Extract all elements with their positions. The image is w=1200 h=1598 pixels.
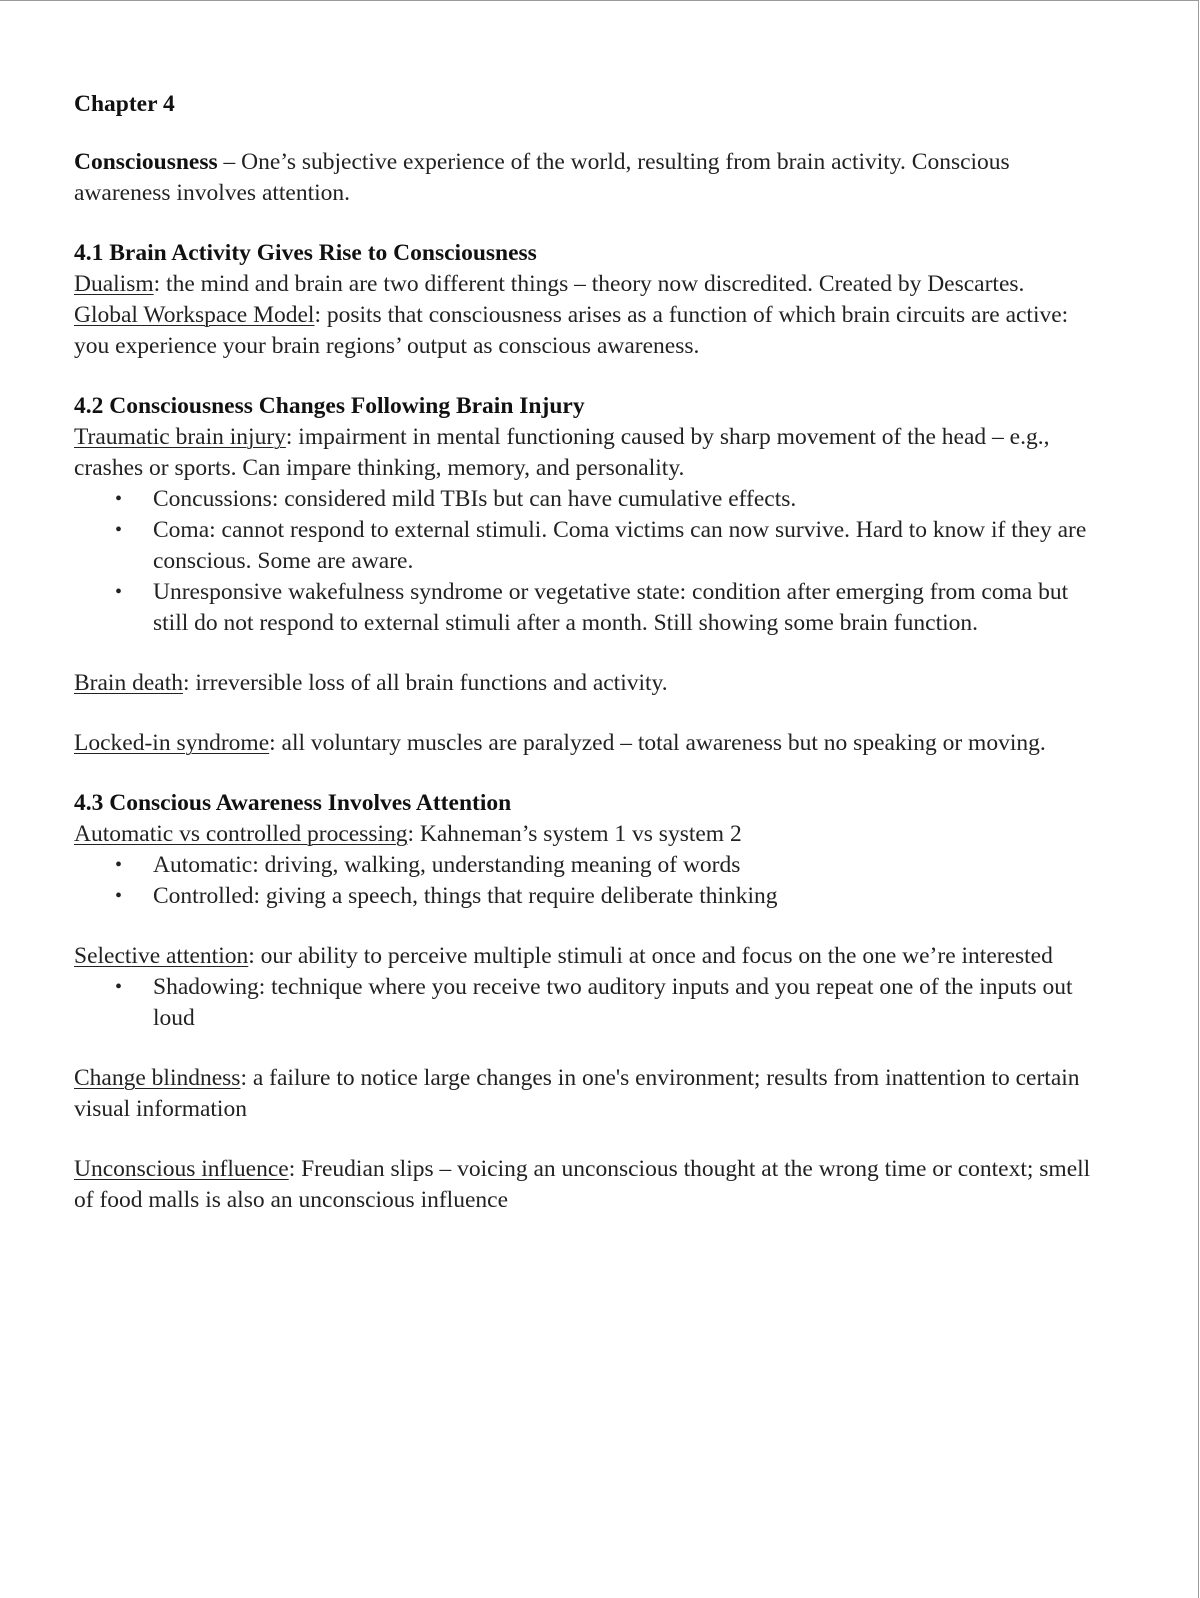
- list-item-text: Automatic: driving, walking, understanding meaning of words: [153, 852, 741, 878]
- tbi-bullet-list: [74, 484, 1094, 639]
- dualism-term: Dualism: [74, 271, 154, 297]
- document-body: [74, 89, 1094, 1216]
- dualism-paragraph: [74, 269, 1094, 300]
- list-item-text: Controlled: giving a speech, things that require deliberate thinking: [153, 883, 778, 909]
- gwm-text: : posits that consciousness arises as a function of which brain circuits are active: you experience your brain regions’ output as conscious awareness.: [74, 302, 1069, 359]
- list-item: [115, 484, 1094, 515]
- bullet-icon: •: [115, 581, 123, 603]
- section-4-2-heading: 4.2 Consciousness Changes Following Brain Injury: [74, 393, 585, 419]
- gwm-term: Global Workspace Model: [74, 302, 315, 328]
- bullet-icon: •: [115, 976, 123, 998]
- intro-term: Consciousness: [74, 149, 218, 175]
- selective-attention-text: : our ability to perceive multiple stimuli at once and focus on the one we’re interested: [248, 943, 1053, 969]
- tbi-text: : impairment in mental functioning caused by sharp movement of the head – e.g., crashes or sports. Can impare thinking, memory, and personality.: [74, 424, 1050, 481]
- chapter-title: Chapter 4: [74, 91, 175, 117]
- list-item: [115, 850, 1094, 881]
- processing-term: Automatic vs controlled processing: [74, 821, 408, 847]
- selective-attention-paragraph: [74, 941, 1094, 972]
- intro-text: – One’s subjective experience of the world, resulting from brain activity. Conscious awareness involves attention.: [74, 149, 1010, 206]
- gwm-paragraph: [74, 300, 1094, 362]
- change-blindness-term: Change blindness: [74, 1065, 241, 1091]
- unconscious-influence-text: : Freudian slips – voicing an unconscious thought at the wrong time or context; smell of food malls is also an unconscious influence: [74, 1156, 1091, 1213]
- processing-bullet-list: [74, 850, 1094, 912]
- bullet-icon: •: [115, 885, 123, 907]
- tbi-term: Traumatic brain injury: [74, 424, 286, 450]
- list-item: [115, 515, 1094, 577]
- brain-death-paragraph: [74, 668, 1094, 699]
- dualism-text: : the mind and brain are two different things – theory now discredited. Created by Descartes.: [153, 271, 1025, 297]
- unconscious-influence-term: Unconscious influence: [74, 1156, 289, 1182]
- selective-attention-term: Selective attention: [74, 943, 249, 969]
- locked-in-term: Locked-in syndrome: [74, 730, 270, 756]
- selective-bullet-list: [74, 972, 1094, 1034]
- list-item-text: Unresponsive wakefulness syndrome or vegetative state: condition after emerging from coma but still do not respond to external stimuli after a month. Still showing some brain function.: [153, 579, 1069, 636]
- tbi-paragraph: [74, 422, 1094, 484]
- unconscious-influence-paragraph: [74, 1154, 1094, 1216]
- locked-in-text: : all voluntary muscles are paralyzed – total awareness but no speaking or moving.: [269, 730, 1046, 756]
- bullet-icon: •: [115, 519, 123, 541]
- section-4-3-heading: 4.3 Conscious Awareness Involves Attention: [74, 790, 512, 816]
- list-item: [115, 577, 1094, 639]
- list-item: [115, 972, 1094, 1034]
- brain-death-term: Brain death: [74, 670, 183, 696]
- list-item-text: Concussions: considered mild TBIs but can have cumulative effects.: [153, 486, 797, 512]
- processing-text: : Kahneman’s system 1 vs system 2: [407, 821, 742, 847]
- bullet-icon: •: [115, 488, 123, 510]
- brain-death-text: : irreversible loss of all brain functions and activity.: [182, 670, 668, 696]
- locked-in-paragraph: [74, 728, 1094, 759]
- processing-paragraph: [74, 819, 1094, 850]
- list-item: [115, 881, 1094, 912]
- section-4-1-heading: 4.1 Brain Activity Gives Rise to Consciousness: [74, 240, 537, 266]
- list-item-text: Shadowing: technique where you receive two auditory inputs and you repeat one of the inputs out loud: [153, 974, 1073, 1031]
- list-item-text: Coma: cannot respond to external stimuli. Coma victims can now survive. Hard to know if they are conscious. Some are aware.: [153, 517, 1087, 574]
- change-blindness-paragraph: [74, 1063, 1094, 1125]
- change-blindness-text: : a failure to notice large changes in one's environment; results from inattention to certain visual information: [74, 1065, 1080, 1122]
- bullet-icon: •: [115, 854, 123, 876]
- intro-paragraph: [74, 147, 1094, 209]
